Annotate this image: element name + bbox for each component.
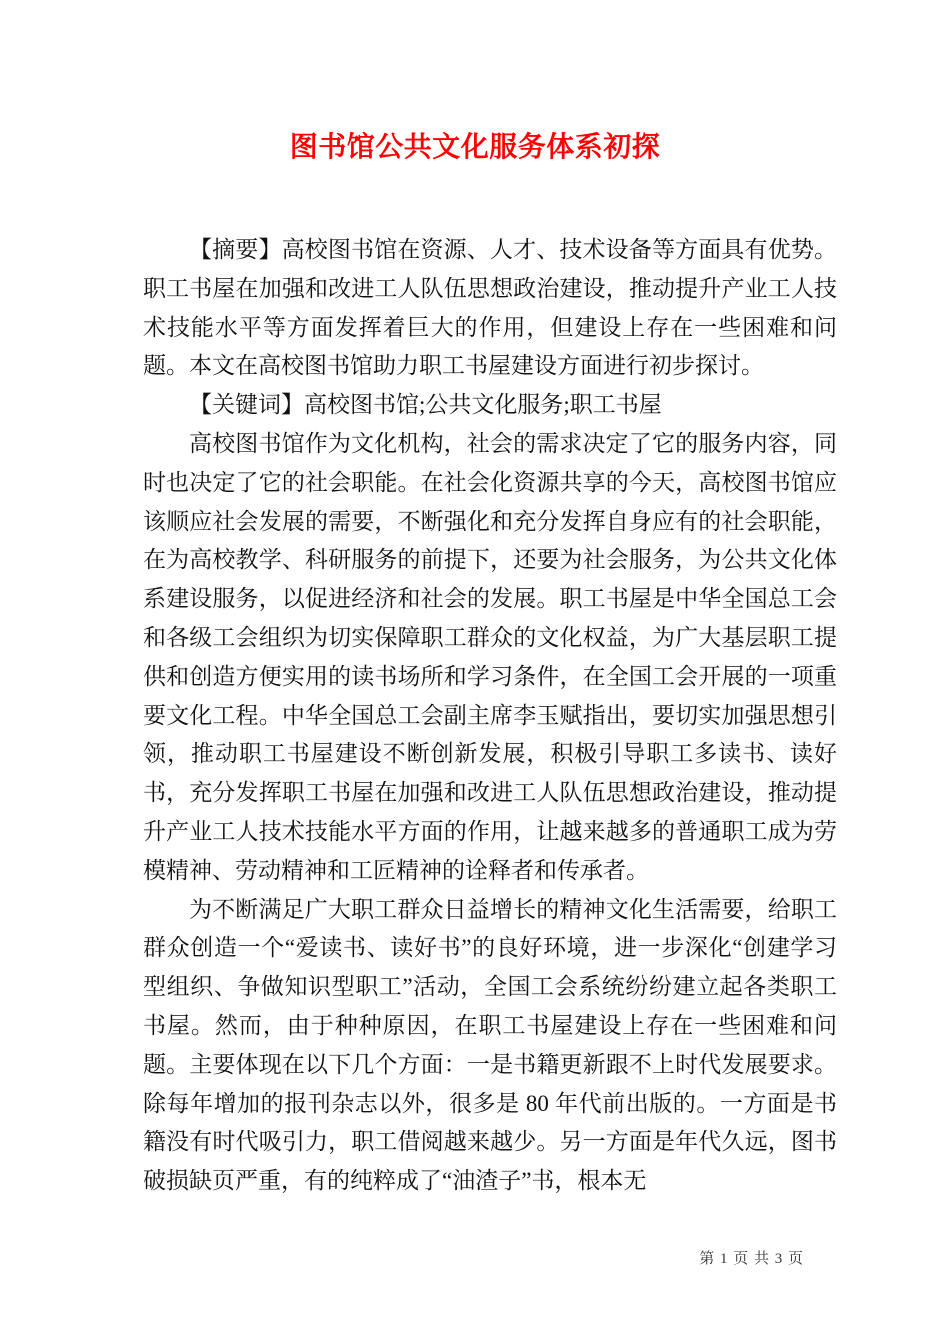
page-number-indicator: 第 1 页 共 3 页 (699, 1251, 804, 1267)
document-title: 图书馆公共文化服务体系初探 (289, 132, 661, 163)
keywords-paragraph: 【关键词】高校图书馆;公共文化服务;职工书屋 (189, 392, 662, 418)
abstract-paragraph: 【摘要】高校图书馆在资源、人才、技术设备等方面具有优势。职工书屋在加强和改进工人队伍思想政治建设，推动提升产业工人技术技能水平等方面发挥着巨大的作用，但建设上存在一些困难和问题。本文在高校图书馆助力职工书屋建设方面进行初步探讨。 (143, 237, 837, 379)
document-body (143, 231, 837, 1201)
body-paragraph-1: 高校图书馆作为文化机构，社会的需求决定了它的服务内容，同时也决定了它的社会职能。在社会化资源共享的今天，高校图书馆应该顺应社会发展的需要，不断强化和充分发挥自身应有的社会职能，在为高校教学、科研服务的前提下，还要为社会服务，为公共文化体系建设服务，以促进经济和社会的发展。职工书屋是中华全国总工会和各级工会组织为切实保障职工群众的文化权益，为广大基层职工提供和创造方便实用的读书场所和学习条件，在全国工会开展的一项重要文化工程。中华全国总工会副主席李玉赋指出，要切实加强思想引领，推动职工书屋建设不断创新发展，积极引导职工多读书、读好书，充分发挥职工书屋在加强和改进工人队伍思想政治建设，推动提升产业工人技术技能水平方面的作用，让越来越多的普通职工成为劳模精神、劳动精神和工匠精神的诠释者和传承者。 (143, 430, 837, 883)
body-paragraph-2: 为不断满足广大职工群众日益增长的精神文化生活需要，给职工群众创造一个“爱读书、读好书”的良好环境，进一步深化“创建学习型组织、争做知识型职工”活动，全国工会系统纷纷建立起各类职工书屋。然而，由于种种原因，在职工书屋建设上存在一些困难和问题。主要体现在以下几个方面：一是书籍更新跟不上时代发展要求。除每年增加的报刊杂志以外，很多是 80 年代前出版的。一方面是书籍没有时代吸引力，职工借阅越来越少。另一方面是年代久远，图书破损缺页严重，有的纯粹成了“油渣子”书，根本无 (143, 896, 837, 1194)
